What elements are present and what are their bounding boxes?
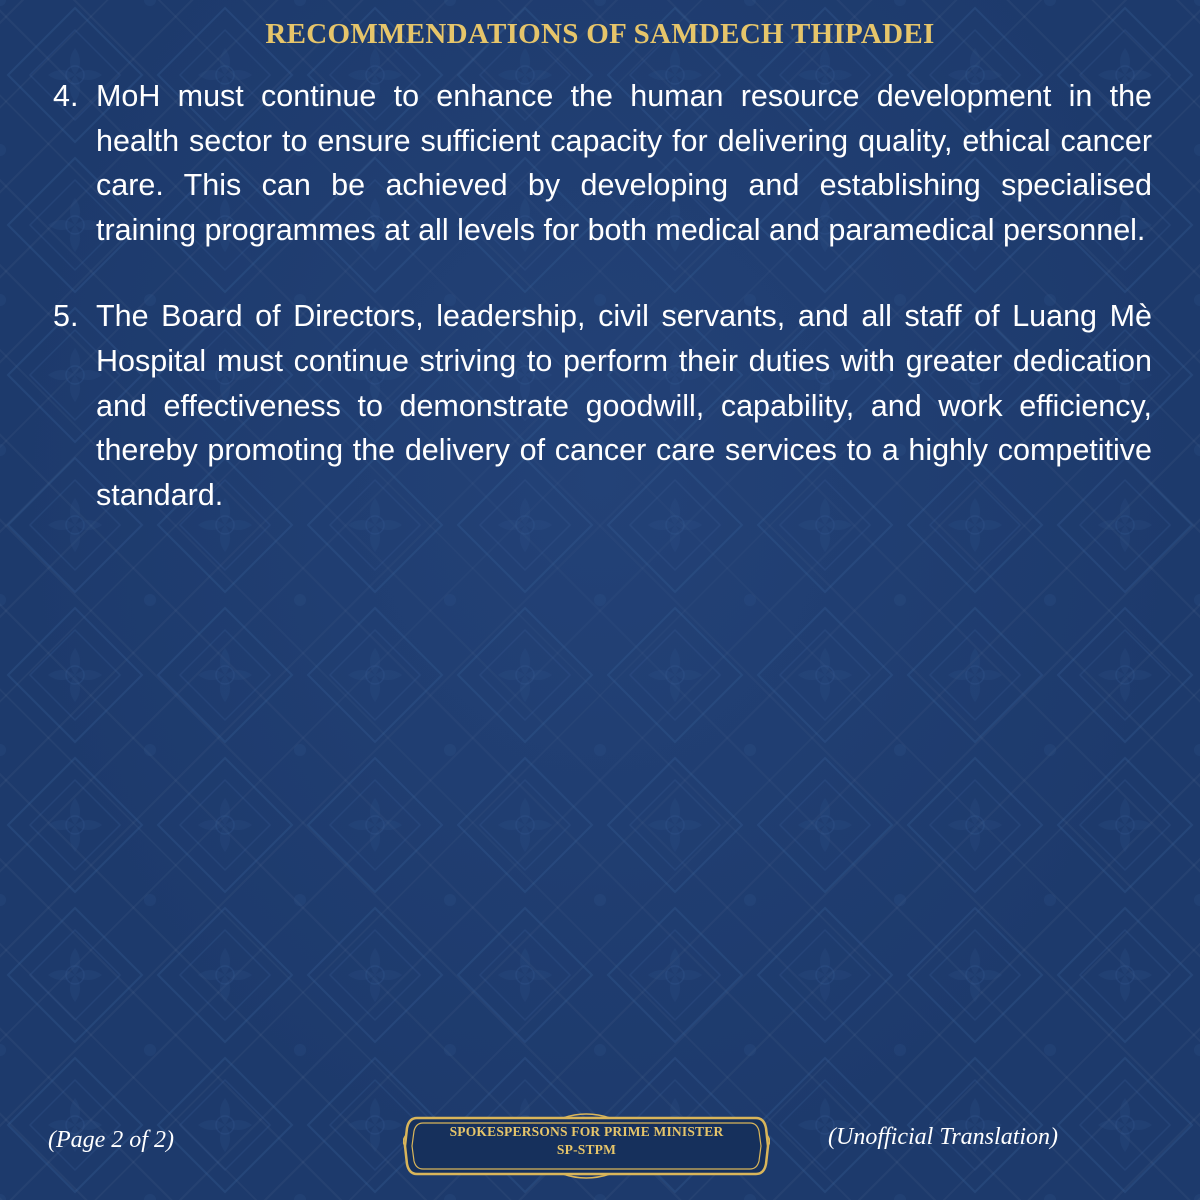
- recommendation-text: MoH must continue to enhance the human resource development in the health sector to ensure sufficient capacity for delivering quality, ethical cancer care. This can be achieved by developing and establishing specialised training programmes at all levels for both medical and paramedical personnel.: [96, 79, 1152, 247]
- page-indicator: (Page 2 of 2): [48, 1127, 174, 1153]
- recommendation-item-5: [50, 294, 1152, 517]
- page-title: RECOMMENDATIONS OF SAMDECH THIPADEI: [265, 18, 935, 50]
- recommendation-list: [50, 74, 1152, 559]
- recommendation-number: 4.: [53, 79, 79, 113]
- spokesperson-badge: [403, 1108, 770, 1184]
- badge-subtitle: SP-STPM: [556, 1142, 617, 1157]
- recommendation-item-4: [50, 74, 1152, 252]
- recommendation-number: 5.: [53, 299, 79, 334]
- translation-note: (Unofficial Translation): [828, 1124, 1059, 1150]
- recommendation-text: The Board of Directors, leadership, civil servants, and all staff of Luang Mè Hospital must continue striving to perform their duties with greater dedication and effectiveness to demonstrate goodwill, capability, and work efficiency, thereby promoting the delivery of cancer care services to a highly competitive standard.: [96, 299, 1152, 512]
- badge-title: SPOKESPERSONS FOR PRIME MINISTER: [449, 1124, 724, 1139]
